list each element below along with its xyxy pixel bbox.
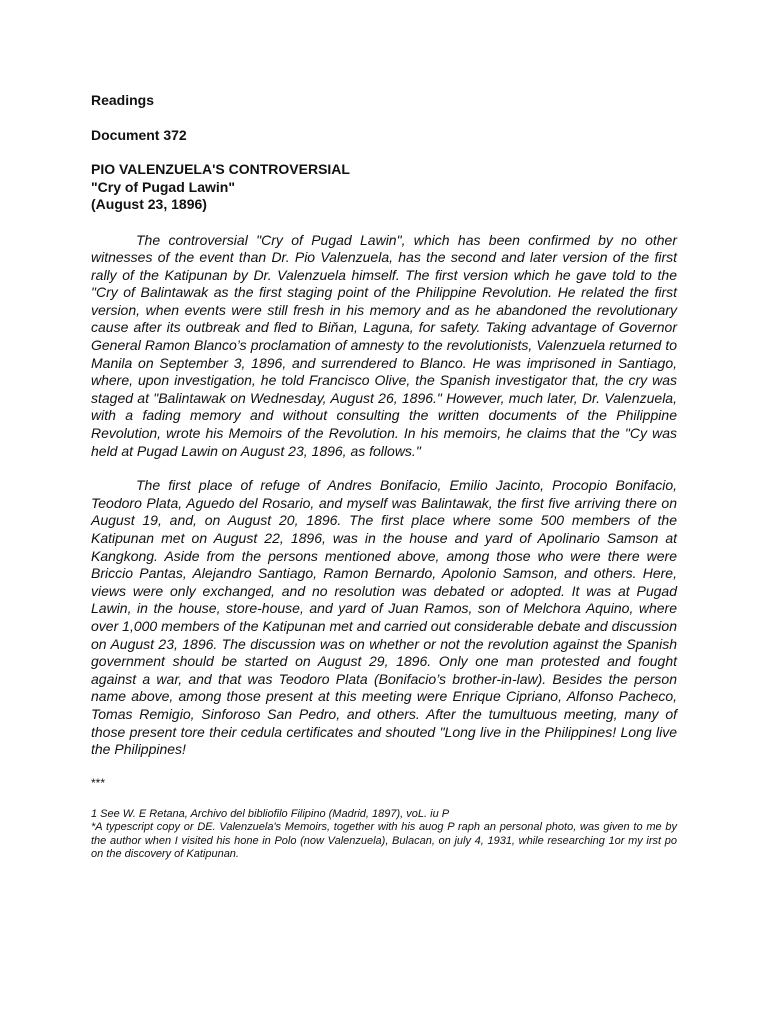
- document-number: Document 372: [91, 126, 187, 143]
- title-line-3: (August 23, 1896): [91, 196, 207, 212]
- footnote-2: *A typescript copy or DE. Valenzuela's Memoirs, together with his auog P raph an personal photo, was given to me by the author when I visited his hone in Polo (now Valenzuela), Bulacan, on july 4, 1931, while researching 1or my irst po on the discovery of Katipunan.: [91, 821, 677, 860]
- document-title: [91, 161, 677, 214]
- title-line-1: PIO VALENZUELA'S CONTROVERSIAL: [91, 161, 350, 177]
- title-line-2: "Cry of Pugad Lawin": [91, 178, 235, 195]
- section-label: Readings: [91, 92, 155, 108]
- body-paragraph: The controversial "Cry of Pugad Lawin", which has been confirmed by no other witnesses of the event than Dr. Pio Valenzuela, has the second and later version of the first rally of the Katipunan by Dr. Valenzuela himself. The first version which he gave told to the "Cry of Balintawak as the first staging point of the Philippine Revolution. He related the first version, when events were still fresh in his memory and as he abandoned the revolutionary cause after its outbreak and fled to Biňan, Laguna, for safety. Taking advantage of Governor General Ramon Blanco’s proclamation of amnesty to the revolutionists, Valenzuela returned to Manila on September 3, 1896, and surrendered to Blanco. He was imprisoned in Santiago, where, upon investigation, he told Francisco Olive, the Spanish investigator that, the cry was staged at "Balintawak on Wednesday, August 26, 1896." However, much later, Dr. Valenzuela, with a fading memory and without consulting the written documents of the Philippine Revolution, wrote his Memoirs of the Revolution. In his memoirs, he claims that the "Cy was held at Pugad Lawin on August 23, 1896, as follows.": [91, 231, 677, 459]
- body-paragraph: The first place of refuge of Andres Bonifacio, Emilio Jacinto, Procopio Bonifacio, Teodoro Plata, Aguedo del Rosario, and myself was Balintawak, the first five arriving there on August 19, and, on August 20, 1896. The first place where some 500 members of the Katipunan met on August 22, 1896, was in the house and yard of Apolinario Samson at Kangkong. Aside from the persons mentioned above, among those who were there were Briccio Pantas, Alejandro Santiago, Ramon Bernardo, Apolonio Samson, and others. Here, views were only exchanged, and no resolution was debated or adopted. It was at Pugad Lawin, in the house, store-house, and yard of Juan Ramos, son of Melchora Aquino, where over 1,000 members of the Katipunan met and carried out considerable debate and discussion on August 23, 1896. The discussion was on whether or not the revolution against the Spanish government should be started on August 29, 1896. Only one man protested and fought against a war, and that was Teodoro Plata (Bonifacio’s brother-in-law). Besides the person name above, among those present at this meeting were Enrique Cipriano, Alfonso Pacheco, Tomas Remigio, Sinforoso San Pedro, and others. After the tumultuous meeting, many of those present tore their cedula certificates and shouted "Long live in the Philippines! Long live the Philippines!: [91, 477, 677, 758]
- document-page: [91, 92, 677, 861]
- section-separator: ***: [91, 775, 106, 790]
- footnote-1: 1 See W. E Retana, Archivo del bibliofilo Filipino (Madrid, 1897), voL. iu P: [91, 807, 450, 820]
- footnotes: [91, 808, 677, 862]
